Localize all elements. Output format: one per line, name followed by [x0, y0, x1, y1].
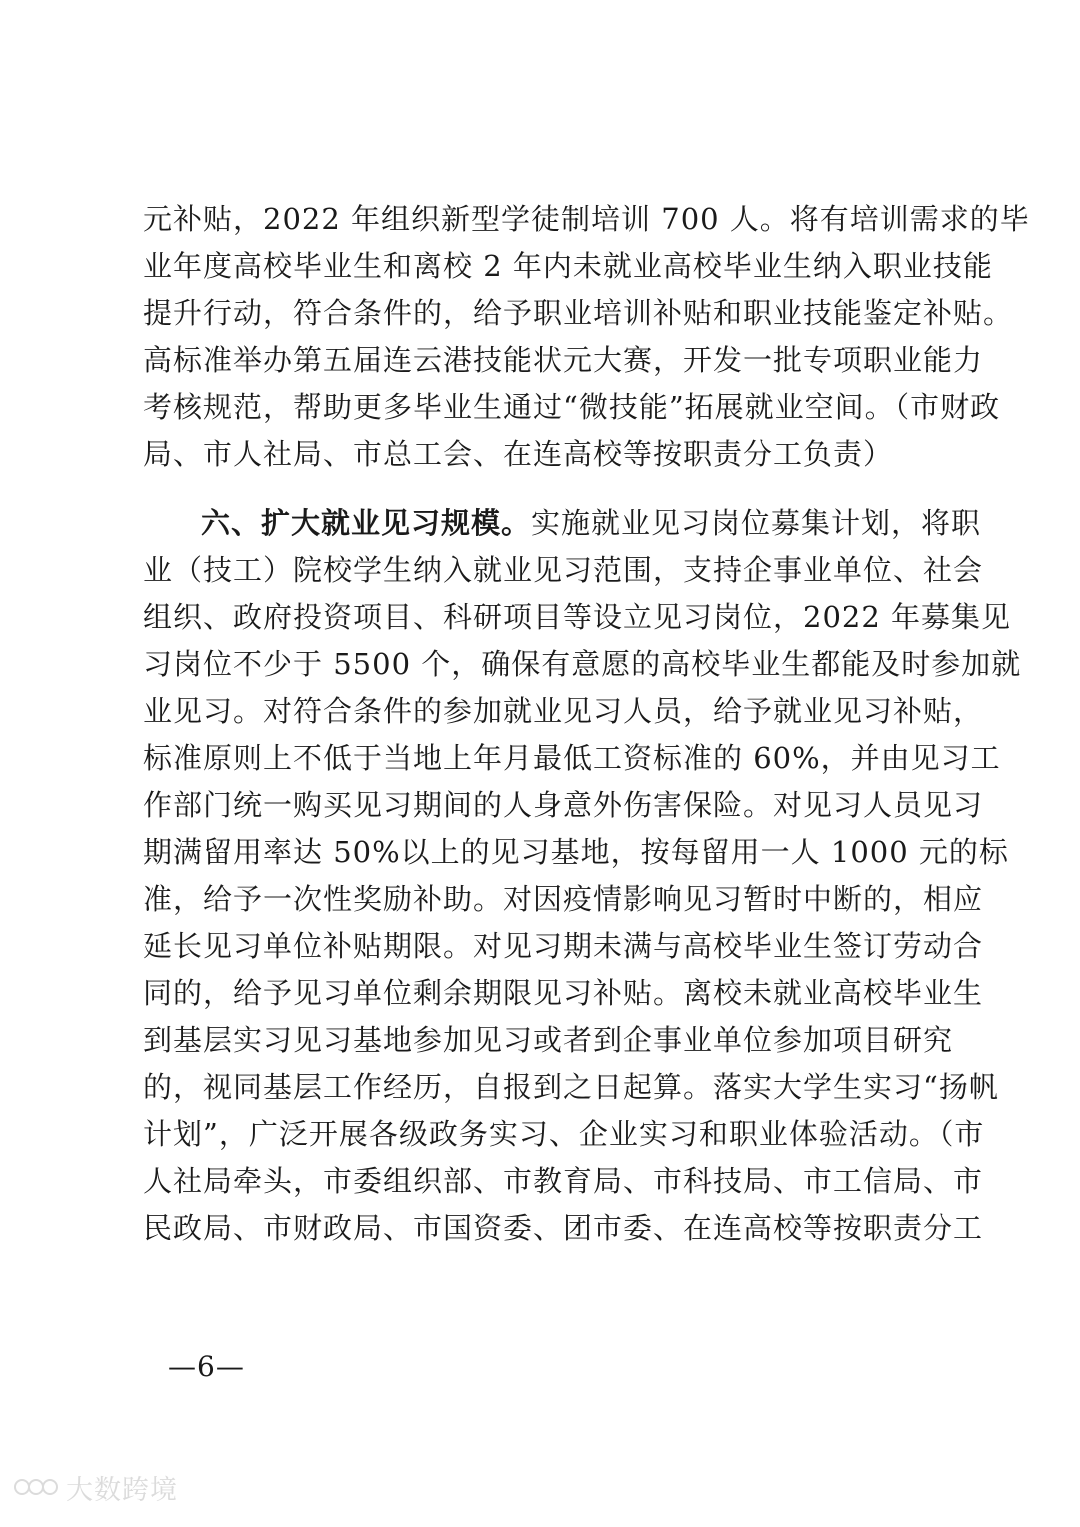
paragraph-line: 组织、政府投资项目、科研项目等设立见习岗位，2022 年募集见	[143, 600, 1012, 634]
paragraph-line: 业（技工）院校学生纳入就业见习范围，支持企事业单位、社会	[143, 553, 984, 587]
page-number: —6—	[168, 1350, 245, 1383]
watermark-logo-icon	[12, 1472, 60, 1502]
paragraph-line: 人社局牵头，市委组织部、市教育局、市科技局、市工信局、市	[143, 1164, 984, 1198]
paragraph-line: 标准原则上不低于当地上年月最低工资标准的 60%，并由见习工	[143, 741, 1001, 775]
paragraph-line: 到基层实习见习基地参加见习或者到企事业单位参加项目研究	[143, 1023, 954, 1057]
paragraph-line: 考核规范，帮助更多毕业生通过“微技能”拓展就业空间。（市财政	[143, 390, 1001, 424]
section-first-line-text: 实施就业见习岗位募集计划，将职	[531, 506, 982, 540]
paragraph-line: 计划”，广泛开展各级政务实习、企业实习和职业体验活动。（市	[143, 1117, 985, 1151]
paragraph-line: 业年度高校毕业生和离校 2 年内未就业高校毕业生纳入职业技能	[143, 249, 993, 283]
paragraph-line: 业见习。对符合条件的参加就业见习人员，给予就业见习补贴，	[143, 694, 984, 728]
paragraph-line: 民政局、市财政局、市国资委、团市委、在连高校等按职责分工	[143, 1211, 984, 1245]
paragraph-line: 期满留用率达 50%以上的见习基地，按每留用一人 1000 元的标	[143, 835, 1009, 869]
paragraph-line: 局、市人社局、市总工会、在连高校等按职责分工负责）	[143, 437, 894, 471]
paragraph-line: 提升行动，符合条件的，给予职业培训补贴和职业技能鉴定补贴。	[143, 296, 1014, 330]
paragraph-line: 高标准举办第五届连云港技能状元大赛，开发一批专项职业能力	[143, 343, 984, 377]
watermark	[12, 1462, 178, 1512]
paragraph-line: 作部门统一购买见习期间的人身意外伤害保险。对见习人员见习	[143, 788, 984, 822]
section-first-line	[201, 500, 982, 546]
paragraph-line: 准，给予一次性奖励补助。对因疫情影响见习暂时中断的，相应	[143, 882, 984, 916]
paragraph-line: 习岗位不少于 5500 个，确保有意愿的高校毕业生都能及时参加就	[143, 647, 1022, 681]
paragraph-line: 延长见习单位补贴期限。对见习期未满与高校毕业生签订劳动合	[143, 929, 984, 963]
section-heading: 六、扩大就业见习规模。	[201, 506, 532, 540]
paragraph-line: 的，视同基层工作经历，自报到之日起算。落实大学生实习“扬帆	[143, 1070, 999, 1104]
paragraph-line: 同的，给予见习单位剩余期限见习补贴。离校未就业高校毕业生	[143, 976, 984, 1010]
paragraph-line: 元补贴，2022 年组织新型学徒制培训 700 人。将有培训需求的毕	[143, 202, 1030, 236]
watermark-text: 大数跨境	[66, 1474, 178, 1506]
